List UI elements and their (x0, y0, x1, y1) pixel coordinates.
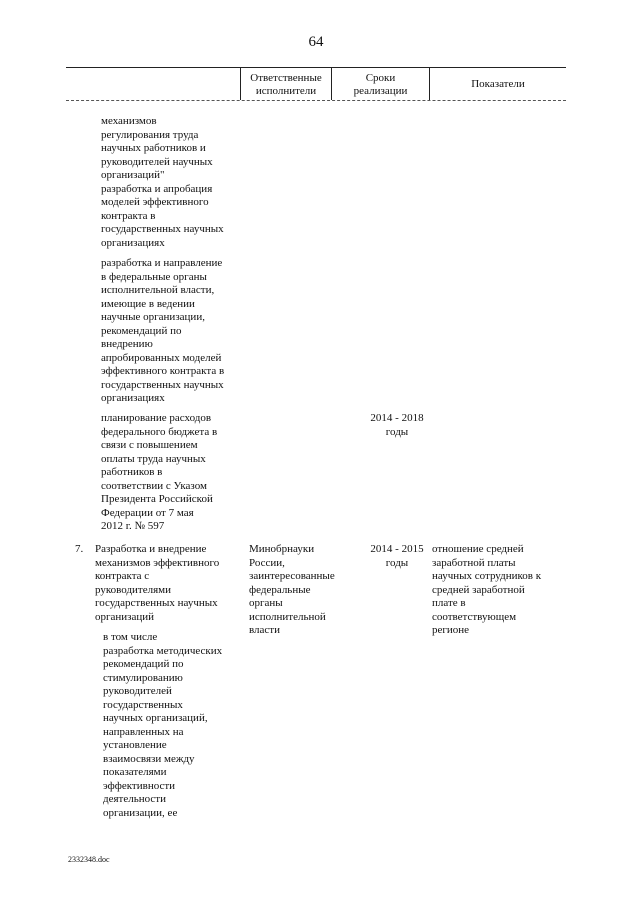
text-line: федерального бюджета в (101, 425, 218, 438)
text-line: государственных научных (95, 597, 218, 609)
page-number: 64 (308, 34, 324, 50)
text-line: имеющие в ведении (101, 297, 195, 310)
text-line: контракта с (95, 570, 150, 582)
text-line: организациях (101, 236, 165, 249)
header-responsible: Ответственные исполнители (250, 72, 322, 97)
continuation-timing: 2014 - 2018 годы (370, 412, 424, 438)
text-line: разработка и направление (101, 257, 223, 269)
continuation-measure (101, 257, 224, 406)
header-indicators: Показатели (471, 78, 525, 90)
text-line: заинтересованные (249, 570, 335, 582)
text-line: апробированных моделей (101, 351, 222, 364)
text-line: моделей эффективного (101, 196, 209, 208)
continuation-measure (101, 115, 224, 250)
text-line: установление (103, 739, 167, 751)
text-line: планирование расходов (101, 412, 212, 424)
text-line: соответствии с Указом (101, 479, 207, 492)
text-line: России, (249, 556, 285, 569)
text-line: федеральные (249, 583, 311, 596)
text-line: внедрению (101, 338, 153, 350)
text-line: в федеральные органы (101, 270, 207, 283)
text-line: научных сотрудников к (432, 570, 542, 582)
text-line: власти (249, 624, 280, 636)
text-line: регулирования труда (101, 128, 199, 141)
document-footer: 2332348.doc (68, 855, 110, 864)
text-line: деятельности (103, 793, 166, 805)
text-line: Разработка и внедрение (95, 543, 207, 555)
item-number: 7. (75, 543, 84, 555)
text-line: показателями (103, 766, 167, 778)
text-line: государственных (103, 698, 183, 711)
text-line: стимулированию (103, 671, 183, 684)
text-line: исполнительной (249, 610, 326, 623)
text-line: научных организаций, (103, 712, 208, 724)
text-line: руководителями (95, 583, 172, 596)
text-line: механизмов эффективного (95, 556, 220, 569)
text-line: Президента Российской (101, 493, 213, 505)
continuation-measure (101, 412, 217, 534)
text-line: государственных научных (101, 378, 224, 391)
text-line: рекомендаций по (101, 324, 182, 337)
item-title (95, 543, 219, 624)
text-line: связи с повышением (101, 439, 198, 451)
item-indicator (432, 543, 541, 638)
text-line: организациях (101, 392, 165, 404)
text-line: регионе (432, 624, 470, 636)
text-line: соответствующем (432, 610, 517, 623)
text-line: плате в (432, 597, 466, 609)
text-line: заработной платы (432, 556, 516, 569)
text-line: работников в (101, 466, 163, 478)
text-line: организаций" (101, 169, 165, 181)
text-line: научных работников и (101, 142, 206, 154)
text-line: контракта в (101, 209, 156, 222)
table-header (66, 67, 566, 101)
text-line: организации, ее (103, 806, 178, 819)
text-line: Федерации от 7 мая (101, 506, 194, 519)
text-line: 2012 г. № 597 (101, 520, 165, 532)
text-line: органы (249, 597, 283, 609)
item-responsible (249, 543, 335, 638)
text-line: направленных на (103, 725, 184, 738)
text-line: организаций (95, 610, 155, 623)
text-line: разработка и апробация (101, 182, 213, 195)
text-line: рекомендаций по (103, 658, 184, 670)
text-line: Минобрнауки (249, 543, 315, 555)
text-line: государственных научных (101, 223, 224, 235)
header-timing: Сроки реализации (353, 72, 408, 97)
text-line: оплаты труда научных (101, 452, 206, 465)
item-subtext (103, 631, 222, 820)
text-line: эффективного контракта в (101, 365, 225, 377)
text-line: исполнительной власти, (101, 284, 215, 296)
text-line: научные организации, (101, 311, 205, 323)
item-timing: 2014 - 2015 годы (370, 543, 424, 569)
text-line: руководителей научных (101, 155, 213, 168)
text-line: эффективности (103, 779, 176, 792)
text-line: в том числе (103, 631, 158, 643)
text-line: разработка методических (103, 644, 223, 657)
text-line: взаимосвязи между (103, 752, 195, 765)
text-line: руководителей (103, 685, 172, 697)
text-line: средней заработной (432, 583, 525, 596)
text-line: отношение средней (432, 543, 524, 555)
text-line: механизмов (101, 115, 157, 127)
